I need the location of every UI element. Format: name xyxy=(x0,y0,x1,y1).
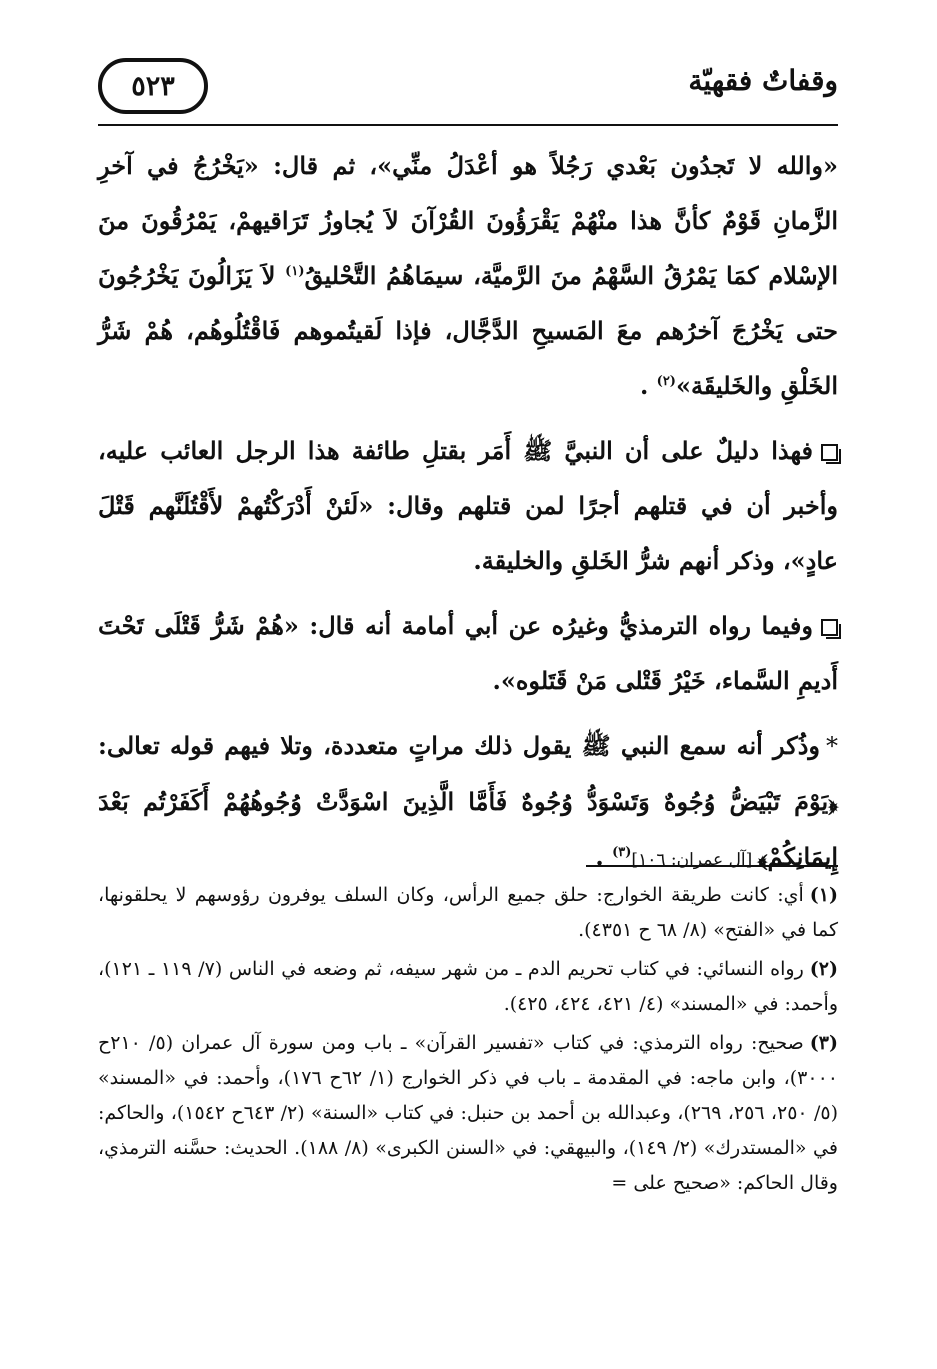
footnote-text: صحيح: رواه الترمذي: في كتاب «تفسير القرآن» ـ باب ومن سورة آل عمران (٥/ ٢١٠ح ٣٠٠٠)، وابن ماجه: في المقدمة ـ باب في ذكر الخوارج (١/ ٦٢ح ١٧٦)، وأحمد: في «المسند» (٥/ ٢٥٠، ٢٥٦، ٢٦٩)، وعبدالله بن أحمد بن حنبل: في كتاب «السنة» (٢/ ٦٤٣ح ١٥٤٢)، والحاكم: في «المستدرك» (٢/ ١٤٩)، والبيهقي: في «السنن الكبرى» (٨/ ١٨٨). الحديث: حسَّنه الترمذي، وقال الحاكم: «صحيح على = xyxy=(98,1032,838,1194)
footnote-ref[interactable]: (٢) xyxy=(656,374,676,389)
running-title: وقفاتٌ فقهيّة xyxy=(688,64,838,97)
page-header xyxy=(98,58,838,124)
paragraph-text: «والله لا تَجدُون بَعْدي رَجُلاً هو أعْدَلُ منِّي»، ثم قال: «يَخْرُجُ في آخرِ الزَّمانِ قَوْمٌ كأنَّ هذا منْهُمْ يَقْرَؤُونَ القُرْآنَ لاَ يُجاوزُ تَرَاقيهمْ، يَمْرُقُونَ منَ الإسْلام كمَا يَمْرُقُ السَّهْمُ منَ الرَّميَّة، سيمَاهُمُ التَّحْليقُ xyxy=(98,151,839,290)
paragraph-text: وذُكر أنه سمع النبي ﷺ يقول ذلك مراتٍ متعددة، وتلا فيهم قوله تعالى: ﴿يَوْمَ تَبْيَضُّ وُجُوهٌ وَتَسْوَدُّ وُجُوهٌ فَأَمَّا الَّذِينَ اسْوَدَّتْ وُجُوهُهُمْ أَكَفَرْتُم بَعْدَ إِيمَانِكُمْ﴾ xyxy=(98,731,838,871)
paragraph-end: . xyxy=(595,842,613,871)
footnote-item xyxy=(98,878,838,948)
paragraph-text: فهذا دليلٌ على أن النبيَّ ﷺ أَمَر بقتلِ طائفة هذا الرجل العائب عليه، وأخبر أن في قتلهم أجرًا لمن قتلهم وقال: «لَئنْ أَدْرَكْتُهمْ لأَقْتُلَنَّهم قَتْلَ عادٍ»، وذكر أنهم شرُّ الخَلقِ والخليقة. xyxy=(98,436,838,575)
page-number-badge: ٥٢٣ xyxy=(98,58,208,114)
footnote-item xyxy=(98,952,838,1022)
paragraph-evidence xyxy=(98,423,838,588)
footnotes xyxy=(98,878,838,1205)
footnote-divider xyxy=(586,865,838,867)
footnote-number: (٣) xyxy=(809,1032,838,1054)
main-text xyxy=(98,138,838,898)
footnote-number: (١) xyxy=(809,884,838,906)
paragraph-hadith xyxy=(98,138,838,413)
verse-reference: [آل عمران: ١٠٦] xyxy=(631,850,758,870)
square-bullet-icon xyxy=(821,444,838,461)
paragraph-text-continued: لاَ يَزَالُونَ يَخْرُجُونَ حتى يَخْرُجَ آخرُهم معَ المَسيحِ الدَّجَّال، فإذا لَقيتُموهم فَاقْتُلُوهُم، هُمْ شَرُّ الخَلْقِ والخَليقَة» xyxy=(98,261,838,400)
paragraph-quran xyxy=(98,718,838,888)
footnote-ref[interactable]: (١) xyxy=(285,264,305,279)
paragraph-end: . xyxy=(639,371,657,400)
footnote-text: رواه النسائي: في كتاب تحريم الدم ـ من شهر سيفه، ثم وضعه في الناس (٧/ ١١٩ ـ ١٢١)، وأحمد: في «المسند» (٤/ ٤٢١، ٤٢٤، ٤٢٥). xyxy=(98,958,838,1015)
asterisk-bullet-icon: * xyxy=(826,732,838,760)
footnote-text: أي: كانت طريقة الخوارج: حلق جميع الرأس، وكان السلف يوفرون رؤوسهم لا يحلقونها، كما في «الفتح» (٨/ ٦٨ ح ٤٣٥١). xyxy=(98,884,838,941)
square-bullet-icon xyxy=(821,619,838,636)
paragraph-text: وفيما رواه الترمذيُّ وغيرُه عن أبي أمامة أنه قال: «هُمْ شَرُّ قَتْلَى تَحْتَ أَديمِ السَّماء، خَيْرُ قَتْلى مَنْ قَتَلوه». xyxy=(98,611,838,695)
footnote-number: (٢) xyxy=(809,958,838,980)
paragraph-tirmidhi xyxy=(98,598,838,708)
header-divider xyxy=(98,124,838,126)
footnote-ref[interactable]: (٣) xyxy=(612,845,632,860)
footnote-item xyxy=(98,1026,838,1201)
